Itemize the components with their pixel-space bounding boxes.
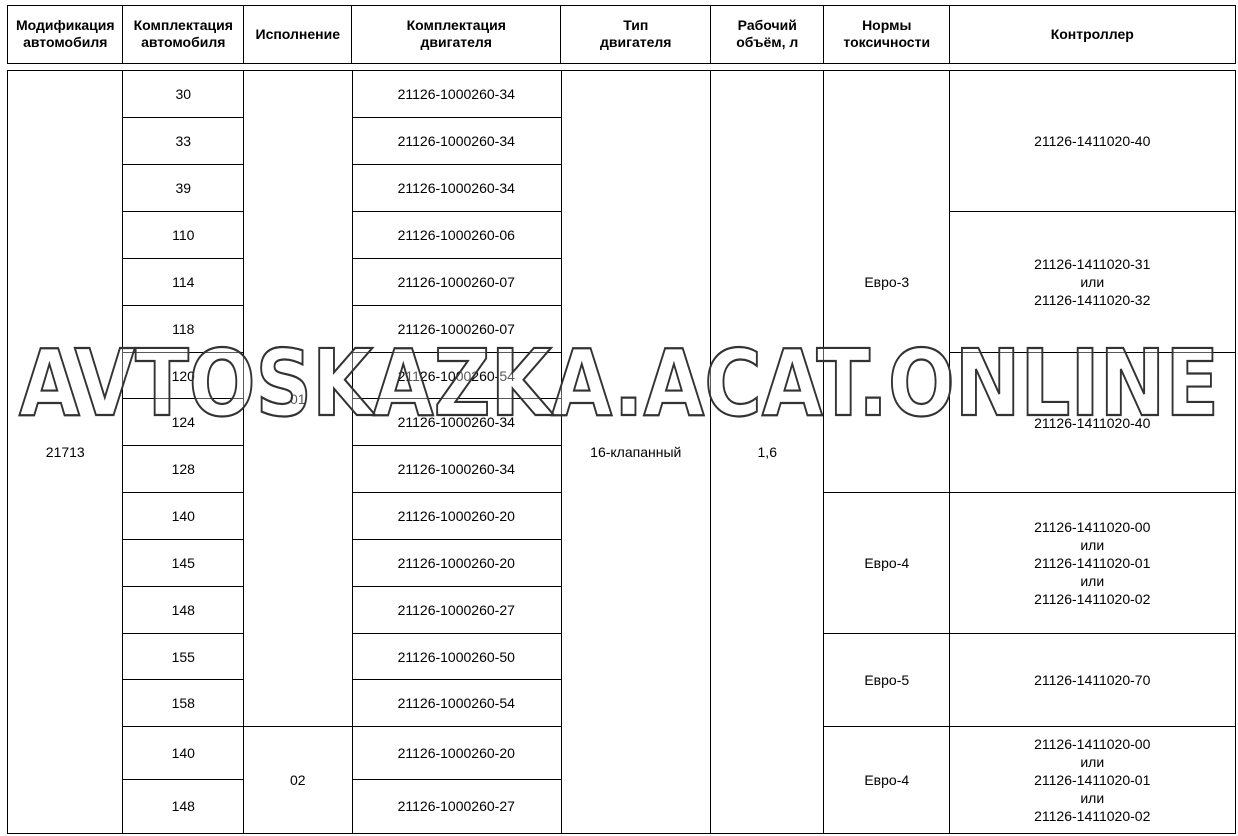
car-equipment-cell — [122, 305, 245, 354]
car-equipment-cell — [122, 117, 245, 166]
engine-equipment-cell — [351, 70, 562, 119]
engine-equipment-cell — [351, 492, 562, 541]
version-cell — [243, 726, 353, 834]
car-equipment-cell — [122, 633, 245, 681]
car-equipment-cell — [122, 492, 245, 541]
controller-cell-text: или — [1080, 537, 1105, 554]
car-equipment-cell — [122, 726, 245, 781]
header-displacement-text: Рабочий — [737, 17, 797, 34]
car-equipment-cell-text: 148 — [171, 602, 195, 619]
controller-cell-text: 21126-1411020-40 — [1034, 414, 1151, 431]
controller-cell-text: 21126-1411020-02 — [1034, 591, 1151, 608]
header-modification — [7, 5, 124, 64]
engine-equipment-cell — [351, 398, 562, 447]
emission-cell-text: Евро-4 — [864, 771, 910, 788]
version-cell-text: 02 — [289, 771, 306, 788]
emission-cell-text: Евро-4 — [864, 555, 910, 572]
header-emission-text: токсичности — [843, 34, 931, 51]
engine-equipment-cell-text: 21126-1000260-54 — [397, 695, 515, 712]
controller-cell-text: или — [1080, 274, 1105, 291]
engine-equipment-cell — [351, 779, 562, 834]
car-equipment-cell — [122, 679, 245, 728]
emission-cell — [823, 70, 951, 494]
engine-equipment-cell — [351, 633, 562, 681]
header-engine-type-text: Тип — [623, 17, 649, 34]
car-equipment-cell-text: 39 — [175, 180, 192, 197]
engine-equipment-cell-text: 21126-1000260-07 — [397, 274, 515, 291]
header-displacement — [710, 5, 825, 64]
engine-equipment-cell-text: 21126-1000260-50 — [397, 648, 515, 665]
header-engine-type — [560, 5, 712, 64]
controller-cell-text: 21126-1411020-01 — [1034, 771, 1151, 788]
engine-equipment-cell — [351, 117, 562, 166]
engine-equipment-cell — [351, 305, 562, 354]
car-equipment-cell-text: 148 — [171, 798, 195, 815]
engine-equipment-cell — [351, 352, 562, 400]
emission-cell — [823, 726, 951, 834]
version-cell — [243, 70, 353, 728]
engine-equipment-cell-text: 21126-1000260-20 — [397, 555, 515, 572]
header-engine-equipment-text: двигателя — [420, 34, 492, 51]
car-equipment-cell — [122, 258, 245, 307]
engine-equipment-cell-text: 21126-1000260-20 — [397, 508, 515, 525]
car-equipment-cell-text: 30 — [175, 86, 192, 103]
car-equipment-cell — [122, 586, 245, 635]
controller-cell — [949, 352, 1236, 494]
engine-equipment-cell-text: 21126-1000260-06 — [397, 227, 515, 244]
controller-cell-text: 21126-1411020-00 — [1034, 519, 1151, 536]
engine-equipment-cell — [351, 211, 562, 260]
engine-equipment-cell-text: 21126-1000260-27 — [397, 602, 515, 619]
car-equipment-cell-text: 114 — [172, 274, 195, 291]
car-equipment-cell-text: 140 — [171, 508, 195, 525]
header-modification-text: Модификация — [15, 17, 115, 34]
controller-cell-text: или — [1080, 573, 1105, 590]
car-equipment-cell-text: 140 — [171, 745, 195, 762]
car-equipment-cell-text: 120 — [171, 367, 195, 384]
car-equipment-cell-text: 145 — [171, 555, 195, 572]
engine-equipment-cell-text: 21126-1000260-34 — [397, 414, 515, 431]
controller-cell-text: или — [1080, 753, 1105, 770]
header-car-equipment-text: Комплектация — [133, 17, 233, 34]
controller-cell — [949, 633, 1236, 728]
car-equipment-cell-text: 33 — [175, 133, 192, 150]
header-emission-text: Нормы — [862, 17, 912, 34]
controller-cell-text: или — [1080, 789, 1105, 806]
emission-cell-text: Евро-5 — [864, 672, 910, 689]
controller-cell-text: 21126-1411020-00 — [1034, 735, 1151, 752]
engine-type-cell-text: 16-клапанный — [590, 443, 682, 460]
emission-cell — [823, 492, 951, 635]
controller-cell-text: 21126-1411020-40 — [1034, 133, 1151, 150]
watermark-text: AVTOSKAZKA.ACAT.ONLINE — [19, 330, 1219, 437]
header-controller-text: Контроллер — [1050, 25, 1134, 42]
controller-cell-text: 21126-1411020-02 — [1034, 807, 1151, 824]
header-controller — [949, 5, 1236, 64]
engine-equipment-cell-text: 21126-1000260-20 — [397, 745, 515, 762]
modification-cell — [7, 70, 124, 834]
car-equipment-cell — [122, 70, 245, 119]
header-version — [243, 5, 353, 64]
car-equipment-cell — [122, 445, 245, 494]
controller-cell-text: 21126-1411020-01 — [1034, 555, 1151, 572]
controller-cell-text: 21126-1411020-70 — [1034, 672, 1151, 689]
controller-cell — [949, 70, 1236, 213]
car-equipment-cell — [122, 539, 245, 588]
header-car-equipment — [122, 5, 245, 64]
controller-cell-text: 21126-1411020-31 — [1034, 256, 1151, 273]
engine-equipment-cell — [351, 445, 562, 494]
header-emission — [823, 5, 951, 64]
car-equipment-cell-text: 124 — [171, 414, 195, 431]
engine-equipment-cell-text: 21126-1000260-27 — [397, 798, 515, 815]
engine-equipment-cell-text: 21126-1000260-34 — [397, 461, 515, 478]
car-equipment-cell-text: 128 — [171, 461, 195, 478]
controller-cell-text: 21126-1411020-32 — [1034, 292, 1151, 309]
header-engine-equipment-text: Комплектация — [406, 17, 506, 34]
modification-cell-text: 21713 — [45, 443, 85, 460]
engine-equipment-cell-text: 21126-1000260-07 — [397, 321, 515, 338]
engine-equipment-cell — [351, 539, 562, 588]
header-version-text: Исполнение — [255, 25, 340, 42]
engine-equipment-cell — [351, 679, 562, 728]
car-equipment-cell — [122, 398, 245, 447]
displacement-cell — [710, 70, 825, 834]
engine-equipment-cell-text: 21126-1000260-54 — [397, 367, 515, 384]
header-modification-text: автомобиля — [23, 34, 108, 51]
header-engine-type-text: двигателя — [600, 34, 672, 51]
controller-cell — [949, 492, 1236, 635]
engine-equipment-cell — [351, 726, 562, 781]
engine-equipment-cell — [351, 164, 562, 213]
header-displacement-text: объём, л — [736, 34, 799, 51]
engine-equipment-cell-text: 21126-1000260-34 — [397, 133, 515, 150]
car-equipment-cell — [122, 352, 245, 400]
car-equipment-cell — [122, 779, 245, 834]
header-car-equipment-text: автомобиля — [141, 34, 226, 51]
emission-cell-text: Евро-3 — [864, 273, 910, 290]
car-equipment-cell-text: 158 — [171, 695, 195, 712]
engine-equipment-cell-text: 21126-1000260-34 — [397, 86, 515, 103]
version-cell-text: 01 — [289, 390, 306, 407]
header-engine-equipment — [351, 5, 562, 64]
engine-equipment-cell — [351, 258, 562, 307]
displacement-cell-text: 1,6 — [757, 443, 777, 460]
controller-cell — [949, 726, 1236, 834]
car-equipment-cell-text: 118 — [172, 321, 195, 338]
engine-equipment-cell — [351, 586, 562, 635]
engine-type-cell — [560, 70, 712, 834]
controller-cell — [949, 211, 1236, 354]
car-equipment-cell-text: 155 — [171, 648, 195, 665]
car-equipment-cell — [122, 164, 245, 213]
engine-equipment-cell-text: 21126-1000260-34 — [397, 180, 515, 197]
car-equipment-cell-text: 110 — [172, 227, 195, 244]
emission-cell — [823, 633, 951, 728]
car-equipment-cell — [122, 211, 245, 260]
